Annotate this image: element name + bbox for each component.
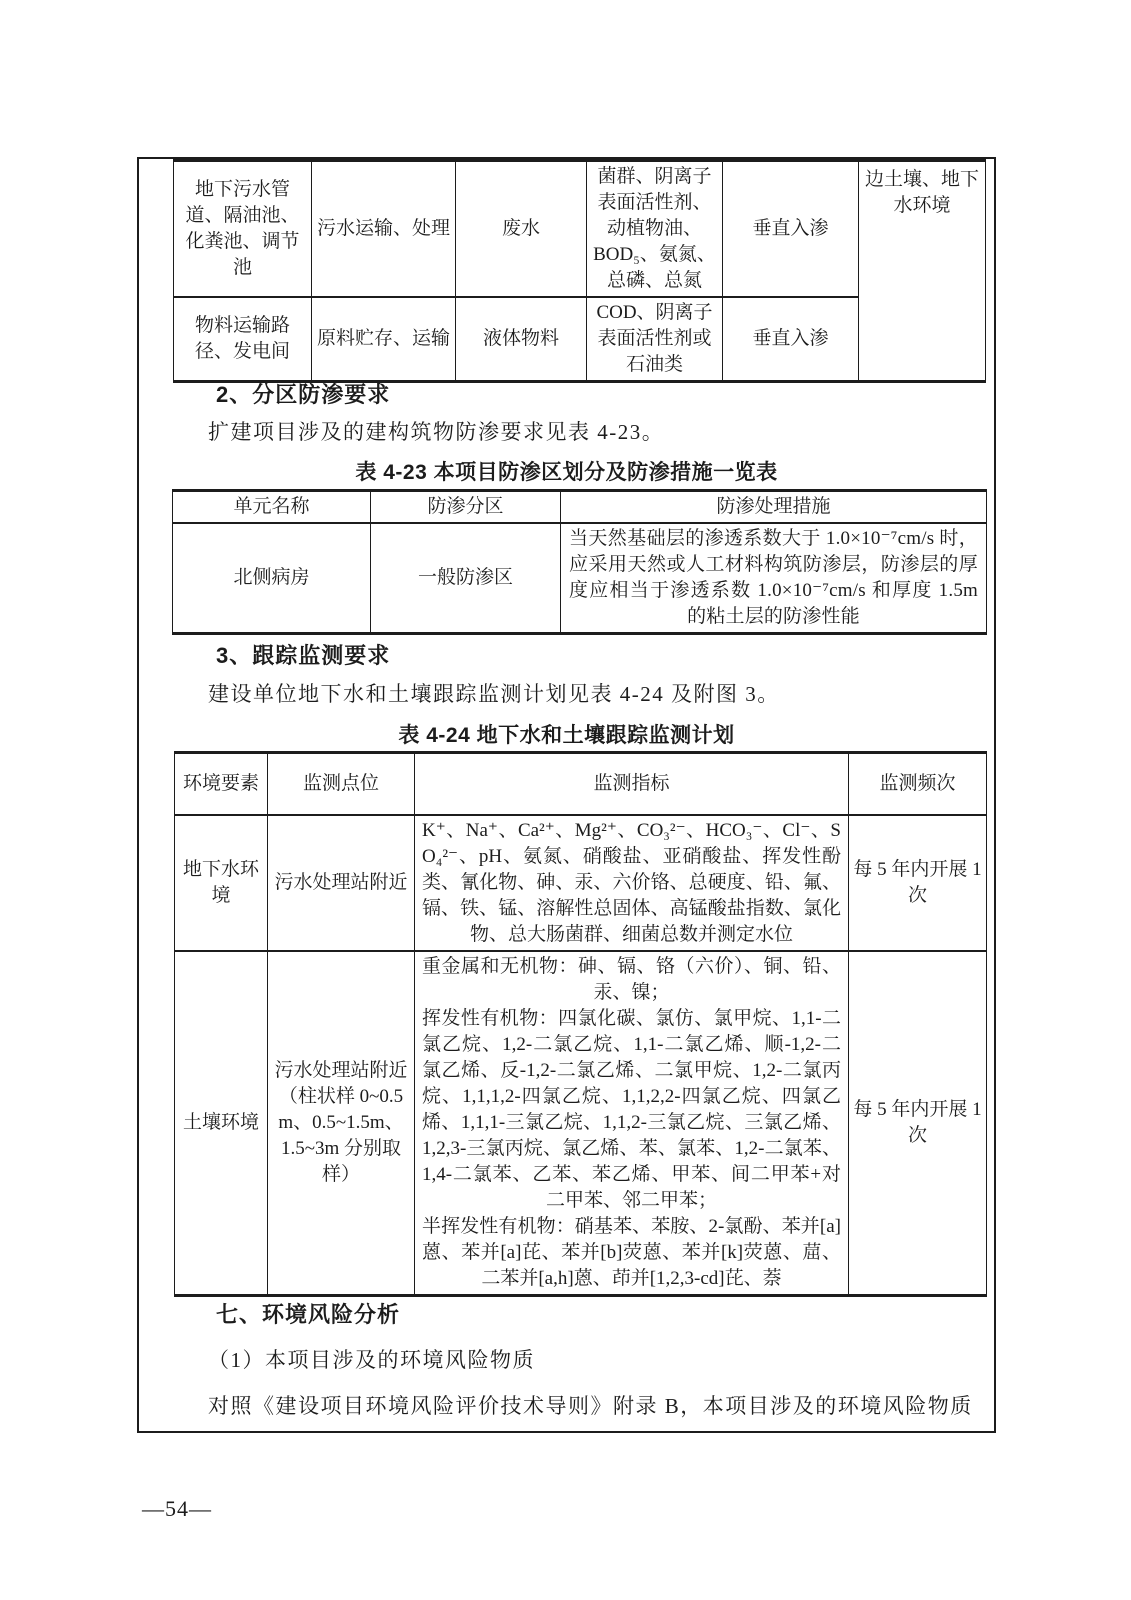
frequency-cell: 每 5 年内开展 1 次	[849, 815, 987, 951]
document-frame	[137, 157, 996, 1433]
table-4-24-title: 表 4-24 地下水和土壤跟踪监测计划	[398, 724, 735, 747]
table-row	[174, 161, 986, 298]
zone-cell: 一般防渗区	[371, 523, 561, 634]
table-4-23-title: 表 4-23 本项目防渗区划分及防渗措施一览表	[355, 461, 778, 484]
impermeability-paragraph: 扩建项目涉及的建构筑物防渗要求见表 4-23。	[208, 420, 665, 444]
risk-paragraph: 对照《建设项目环境风险评价技术导则》附录 B，本项目涉及的环境风险物质	[208, 1394, 973, 1418]
risk-item-1: （1）本项目涉及的环境风险物质	[208, 1348, 535, 1372]
column-header: 环境要素	[175, 753, 268, 815]
indicators-cell	[415, 951, 849, 1296]
table-header-row	[175, 753, 987, 815]
pathway-cell: 垂直入渗	[723, 161, 859, 298]
element-cell: 地下水环境	[175, 815, 268, 951]
factors-cell: COD、阴离子表面活性剂或石油类	[587, 297, 723, 382]
monitoring-paragraph: 建设单位地下水和土壤跟踪监测计划见表 4-24 及附图 3。	[208, 682, 780, 706]
table-header-row	[173, 491, 987, 524]
measure-cell: 当天然基础层的渗透系数大于 1.0×10⁻⁷cm/s 时，应采用天然或人工材料构筑防渗层，防渗层的厚度应相当于渗透系数 1.0×10⁻⁷cm/s 和厚度 1.5m 的粘土层的防渗性能	[561, 523, 987, 634]
section-heading-risk: 七、环境风险分析	[216, 1302, 401, 1327]
unit-cell: 北侧病房	[173, 523, 371, 634]
material-cell: 废水	[456, 161, 587, 298]
seepage-zone-table	[172, 489, 987, 635]
column-header: 监测指标	[415, 753, 849, 815]
table-row-groundwater	[175, 815, 987, 951]
activity-cell: 污水运输、处理	[312, 161, 456, 298]
table-row	[173, 523, 987, 634]
section-heading-impermeability: 2、分区防渗要求	[216, 382, 391, 407]
site-cell: 污水处理站附近	[268, 815, 415, 951]
section-heading-monitoring: 3、跟踪监测要求	[216, 643, 391, 668]
factors-cell: 菌群、阴离子表面活性剂、动植物油、BOD₅、氨氮、总磷、总氮	[587, 161, 723, 298]
activity-cell: 原料贮存、运输	[312, 297, 456, 382]
indicator-group-voc: 挥发性有机物：四氯化碳、氯仿、氯甲烷、1,1-二氯乙烷、1,2-二氯乙烷、1,1-二氯乙烯、顺-1,2-二氯乙烯、反-1,2-二氯乙烯、二氯甲烷、1,2-二氯丙烷、1,1,1,2-四氯乙烷、1,1,2,2-四氯乙烷、四氯乙烯、1,1,1-三氯乙烷、1,1,2-三氯乙烷、三氯乙烯、1,2,3-三氯丙烷、氯乙烯、苯、氯苯、1,2-二氯苯、1,4-二氯苯、乙苯、苯乙烯、甲苯、间二甲苯+对二甲苯、邻二甲苯；	[422, 1007, 841, 1211]
column-header: 监测频次	[849, 753, 987, 815]
pathway-cell: 垂直入渗	[723, 297, 859, 382]
site-cell: 污水处理站附近（柱状样 0~0.5m、0.5~1.5m、1.5~3m 分别取样）	[268, 951, 415, 1296]
pollution-pathway-table	[173, 159, 986, 383]
receptor-cell: 边土壤、地下水环境	[859, 161, 986, 382]
column-header: 防渗处理措施	[561, 491, 987, 524]
column-header: 监测点位	[268, 753, 415, 815]
element-cell: 土壤环境	[175, 951, 268, 1296]
monitoring-plan-table	[174, 751, 987, 1297]
page-number: —54—	[142, 1496, 212, 1521]
indicator-group-metals: 重金属和无机物：砷、镉、铬（六价）、铜、铅、汞、镍；	[422, 955, 841, 1003]
column-header: 防渗分区	[371, 491, 561, 524]
column-header: 单元名称	[173, 491, 371, 524]
material-cell: 液体物料	[456, 297, 587, 382]
indicators-cell	[415, 815, 849, 951]
frequency-cell: 每 5 年内开展 1 次	[849, 951, 987, 1296]
table-row-soil	[175, 951, 987, 1296]
indicator-group: K⁺、Na⁺、Ca²⁺、Mg²⁺、CO₃²⁻、HCO₃⁻、Cl⁻、SO₄²⁻、pH、氨氮、硝酸盐、亚硝酸盐、挥发性酚类、氰化物、砷、汞、六价铬、总硬度、铅、氟、镉、铁、锰、溶解性总固体、高锰酸盐指数、氯化物、总大肠菌群、细菌总数并测定水位	[422, 819, 841, 945]
unit-cell: 物料运输路径、发电间	[174, 297, 312, 382]
unit-cell: 地下污水管道、隔油池、化粪池、调节池	[174, 161, 312, 298]
indicator-group-svoc: 半挥发性有机物：硝基苯、苯胺、2-氯酚、苯并[a]蒽、苯并[a]芘、苯并[b]荧蒽、苯并[k]荧蒽、䓛、二苯并[a,h]蒽、茚并[1,2,3-cd]芘、萘	[422, 1215, 841, 1289]
